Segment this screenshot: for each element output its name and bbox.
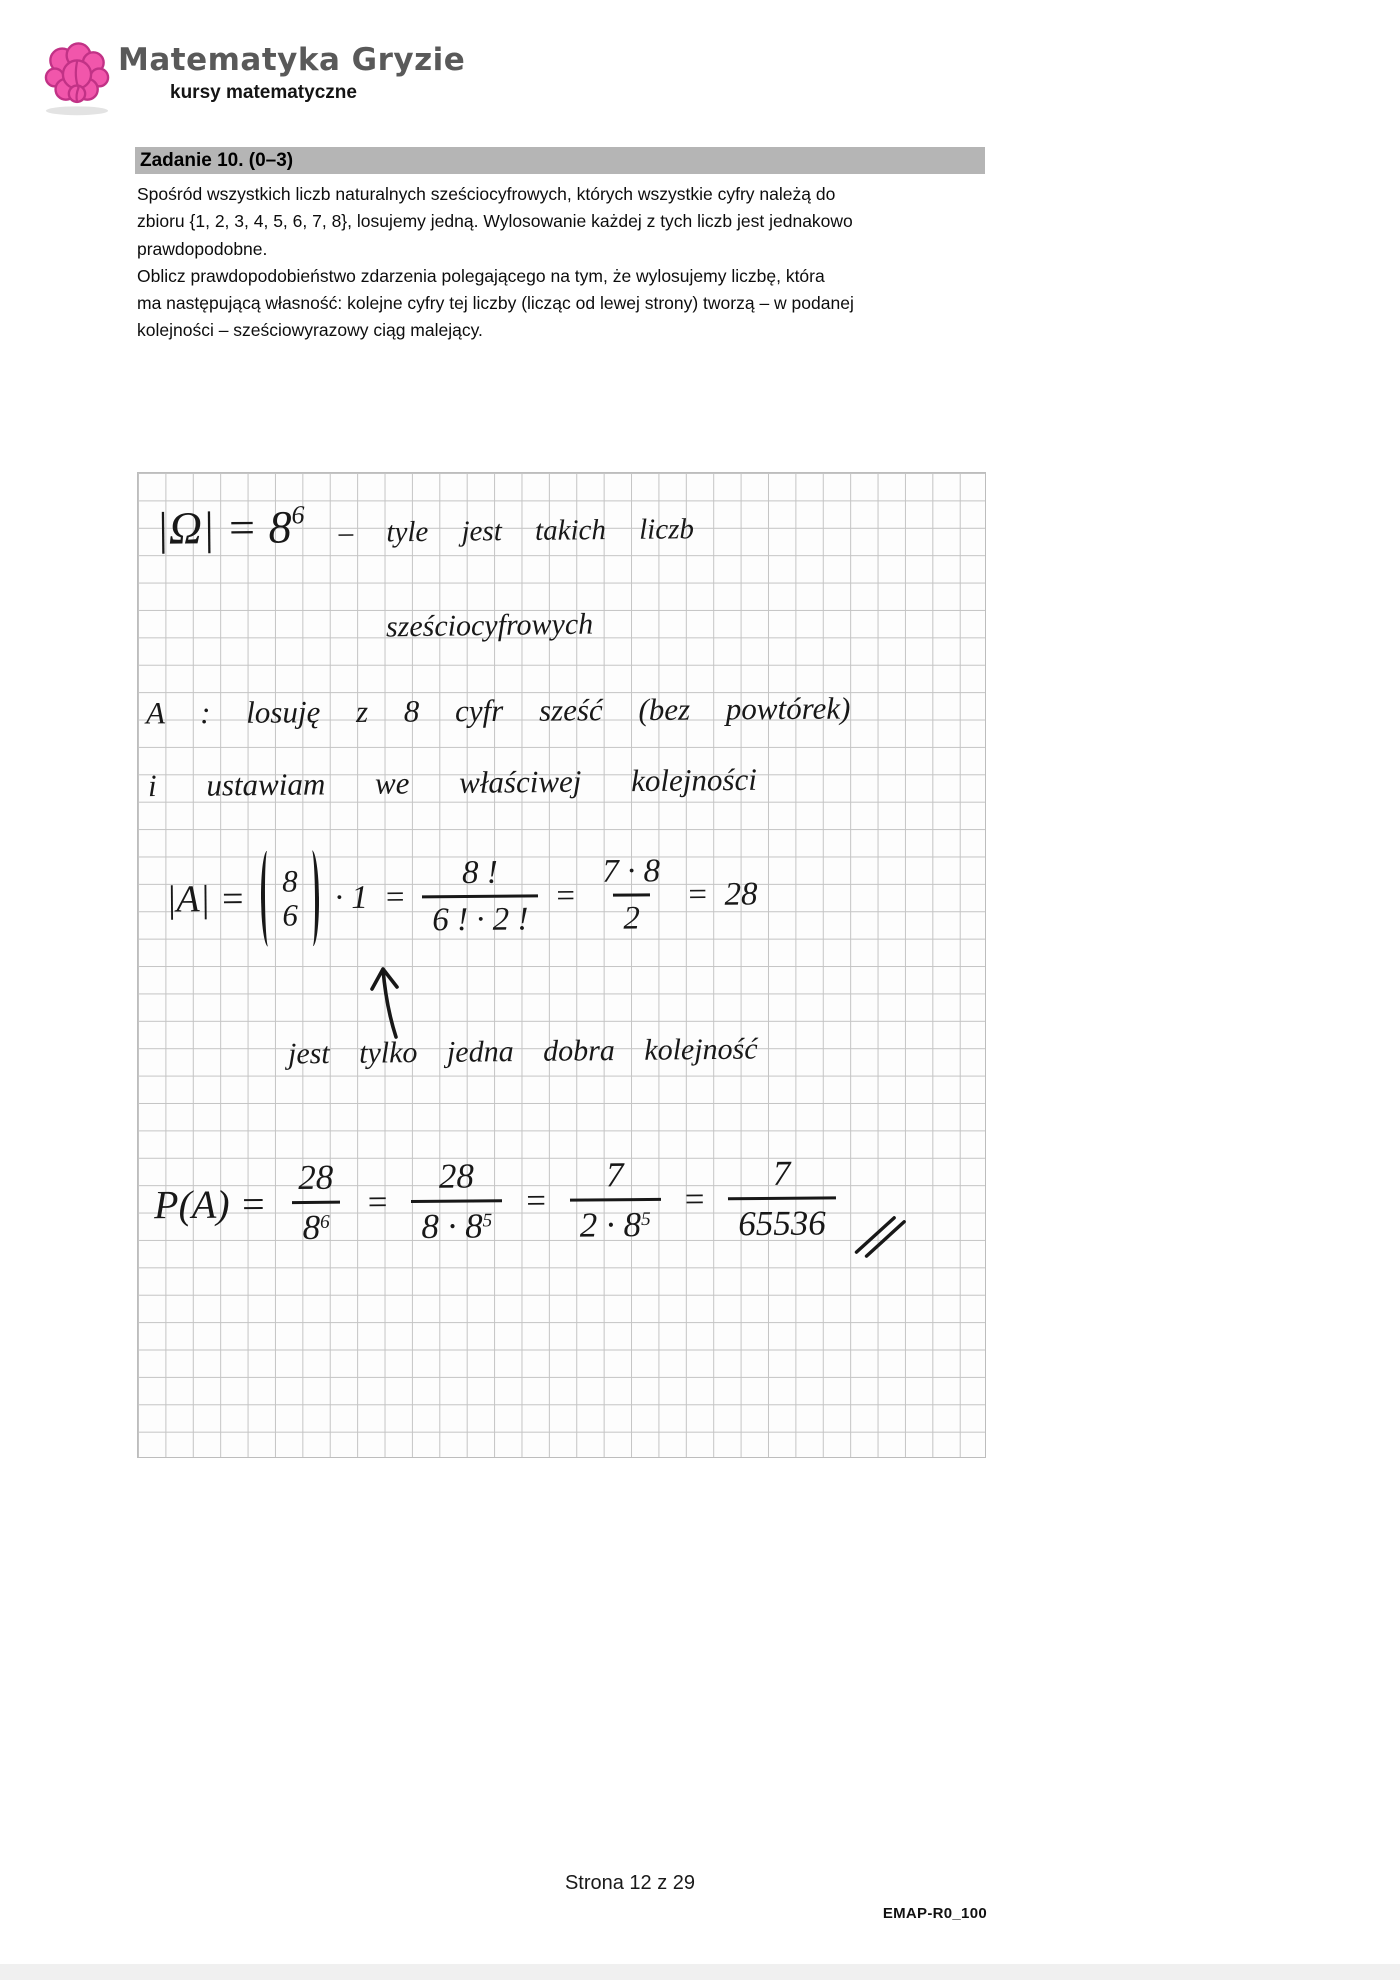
task-text-line: ma następującą własność: kolejne cyfry tej liczby (licząc od lewej strony) tworzą – w podanej bbox=[137, 293, 854, 314]
equals-sign: = bbox=[523, 1180, 548, 1221]
binomial-coefficient bbox=[261, 850, 319, 946]
fraction-denominator: $8 \cdot 8^5$ bbox=[411, 1199, 502, 1247]
page-edge bbox=[0, 1964, 1400, 1980]
equals-sign: = bbox=[383, 878, 407, 916]
simplified-fraction bbox=[592, 853, 670, 938]
fraction-numerator: 28 bbox=[438, 1156, 475, 1196]
fraction-numerator: 28 bbox=[298, 1157, 334, 1198]
fraction-numerator: 8 ! bbox=[461, 854, 498, 891]
fraction-numerator: 7 bbox=[605, 1155, 624, 1195]
task-text-line: Oblicz prawdopodobieństwo zdarzenia polegającego na tym, że wylosujemy liczbę, która bbox=[137, 265, 825, 286]
task-text-line: zbioru {1, 2, 3, 4, 5, 6, 7, 8}, losujemy jedną. Wylosowanie każdej z tych liczb jest jednakowo bbox=[137, 211, 853, 232]
omega-annotation: – tyle jest takich liczb bbox=[338, 513, 695, 549]
omega-cardinality: |Ω| = 8 bbox=[155, 501, 292, 554]
count-lhs: |A| = bbox=[165, 877, 246, 921]
binom-top: 8 bbox=[281, 863, 298, 899]
handwritten-arrow-note: jest tylko jedna dobra kolejność bbox=[287, 1032, 758, 1071]
equals-sign: = bbox=[554, 877, 577, 914]
brand-title: Matematyka Gryzie bbox=[118, 42, 466, 78]
task-text-line: prawdopodobne. bbox=[137, 238, 268, 259]
handwritten-event-line-2: i ustawiam we właściwej kolejności bbox=[147, 761, 758, 804]
equals-sign: = bbox=[682, 1179, 707, 1219]
handwritten-count-equation bbox=[166, 846, 758, 947]
brand-subtitle: kursy matematyczne bbox=[170, 82, 357, 103]
brain-icon bbox=[40, 36, 114, 116]
handwritten-omega-line bbox=[156, 496, 694, 555]
double-slash-mark bbox=[852, 1208, 908, 1258]
binom-bottom: 6 bbox=[282, 897, 299, 933]
task-text-line: Spośród wszystkich liczb naturalnych sześciocyfrowych, których wszystkie cyfry należą do bbox=[137, 184, 836, 204]
handwritten-probability-equation bbox=[153, 1138, 908, 1265]
omega-exponent: 6 bbox=[291, 499, 305, 529]
factorial-fraction bbox=[422, 854, 539, 939]
count-result: 28 bbox=[724, 875, 758, 913]
arrow-up-icon bbox=[366, 961, 412, 1041]
count-times-one: · 1 bbox=[334, 879, 368, 916]
task-title: Zadanie 10. (0–3) bbox=[140, 149, 294, 171]
brand-logo bbox=[40, 36, 114, 116]
task-text-line: kolejności – sześciowyrazowy ciąg malejący. bbox=[137, 320, 483, 341]
grid-paper bbox=[137, 472, 986, 1458]
task-text bbox=[137, 181, 989, 345]
prob-fraction-2 bbox=[411, 1156, 503, 1247]
right-paren bbox=[303, 850, 319, 946]
fraction-numerator: 7 bbox=[772, 1153, 791, 1193]
prob-lhs: P(A) = bbox=[153, 1180, 267, 1227]
handwritten-szesciocyfrowych: sześciocyfrowych bbox=[385, 607, 594, 644]
doc-code: EMAP-R0_100 bbox=[882, 1905, 987, 1922]
fraction-denominator: 65536 bbox=[728, 1196, 836, 1244]
fraction-denominator: 6 ! · 2 ! bbox=[422, 894, 539, 939]
equals-sign: = bbox=[686, 876, 709, 913]
fraction-denominator: $2 \cdot 8^5$ bbox=[570, 1198, 661, 1246]
page-number: Strona 12 z 29 bbox=[564, 1872, 696, 1894]
prob-fraction-3 bbox=[569, 1155, 661, 1246]
handwritten-event-line-1: A : losuję z 8 cyfr sześć (bez powtórek) bbox=[145, 690, 851, 731]
left-paren bbox=[261, 851, 277, 947]
equals-sign: = bbox=[365, 1182, 390, 1222]
prob-fraction-final bbox=[728, 1153, 836, 1244]
fraction-denominator: $8^6$ bbox=[292, 1201, 340, 1248]
prob-fraction-1 bbox=[288, 1158, 344, 1248]
task-header bbox=[135, 147, 985, 174]
fraction-denominator: 2 bbox=[613, 893, 650, 937]
fraction-numerator: 7 · 8 bbox=[602, 853, 661, 890]
